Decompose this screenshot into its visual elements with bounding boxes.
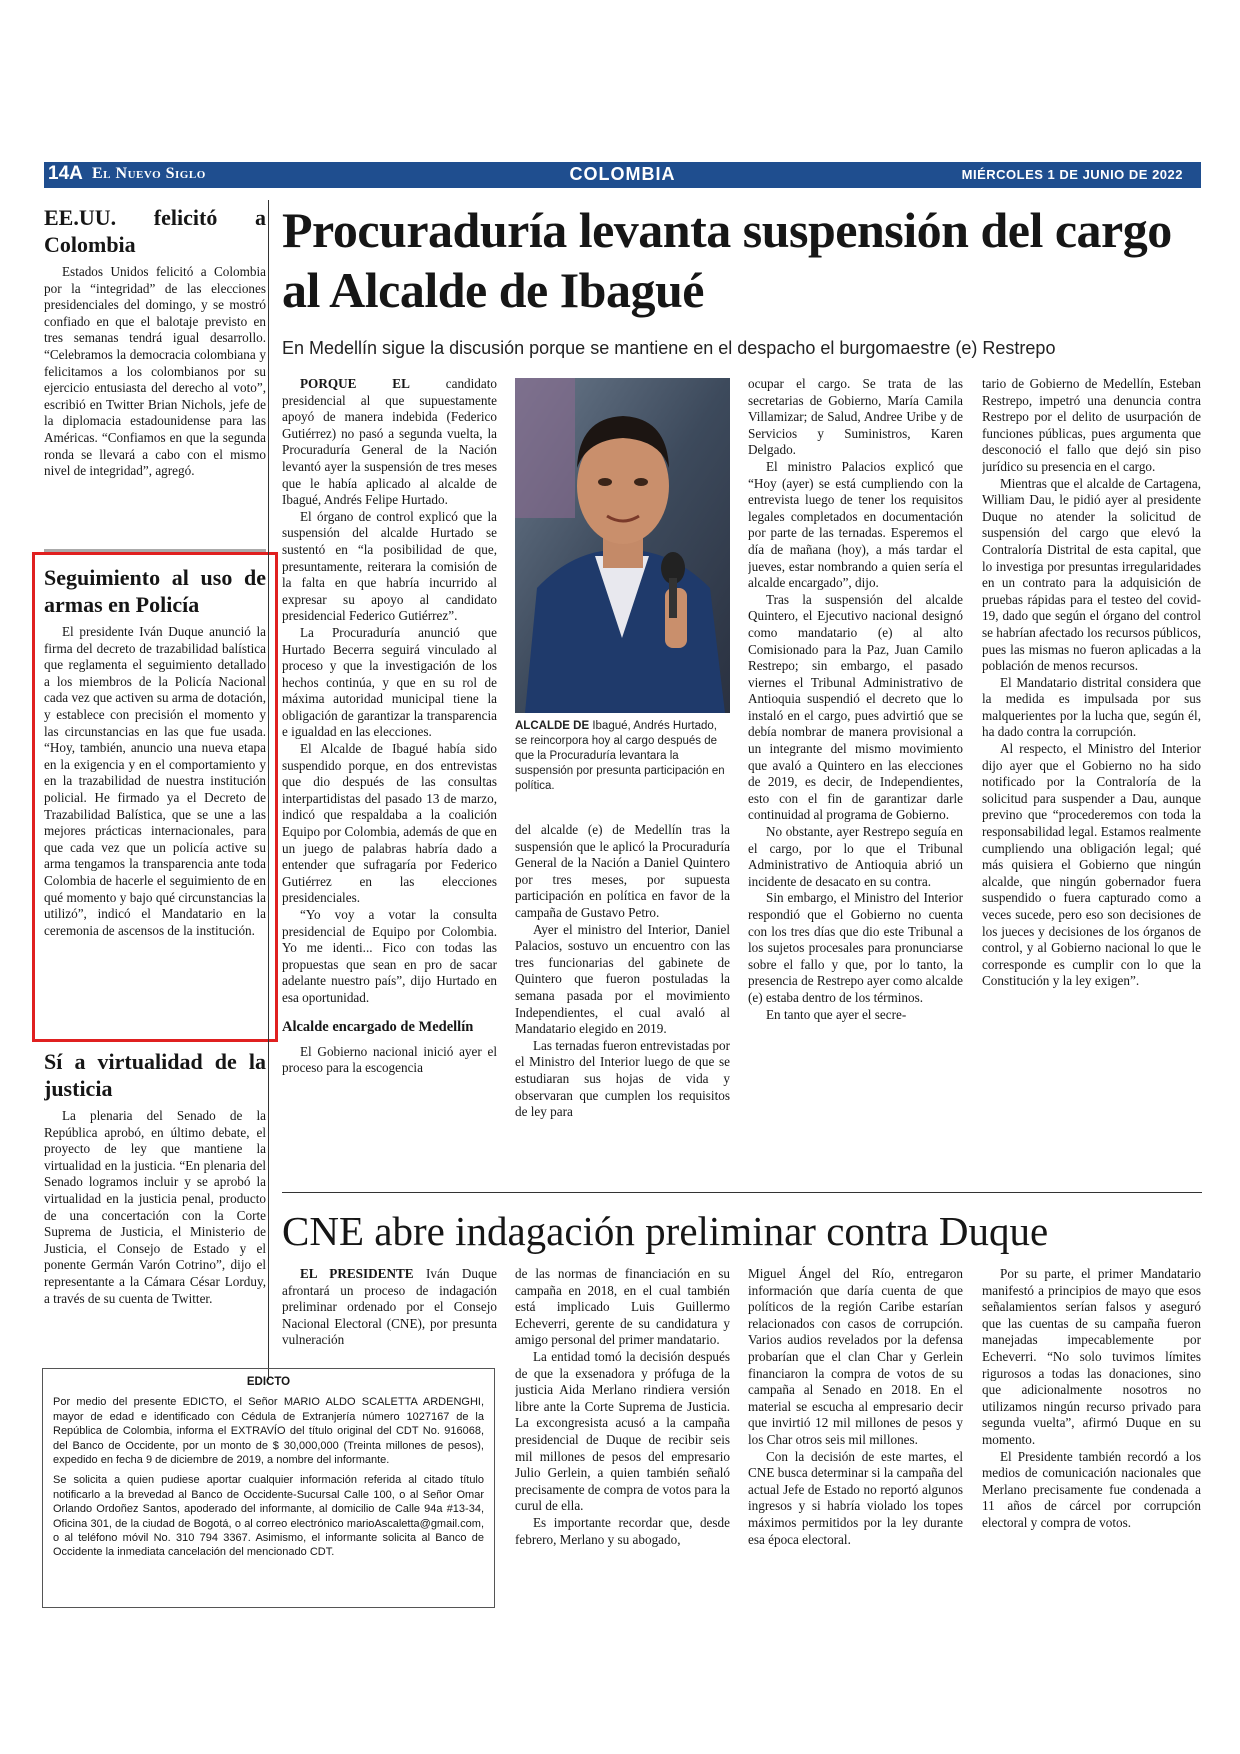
paragraph: tario de Gobierno de Medellín, Esteban Restrepo, impetró una denuncia contra Restrepo por el delito de usurpación de funciones públicas, pues argumenta que desconoció el fallo que dejó sin piso jurídico su presencia en el cargo. xyxy=(982,376,1201,474)
sidebar-article-1 xyxy=(44,204,266,542)
paragraph: Iván Duque afrontará un proceso de indagación preliminar ordenado por el Consejo Nacional Electoral (CNE), por presunta vulneración xyxy=(282,1266,497,1348)
photo-caption xyxy=(515,719,730,794)
subheading: Alcalde encargado de Medellín xyxy=(282,1018,474,1035)
main-column-4 xyxy=(982,376,1201,1176)
lead-in: EL PRESIDENTE xyxy=(300,1266,414,1281)
paragraph: La Procuraduría anunció que Hurtado Becerra seguirá vinculado al proceso y que la investigación de los hechos continúa, y que en su rol de máxima autoridad municipal tiene la obligación de garantizar la transparencia e igualdad en las elecciones. xyxy=(282,624,497,740)
caption-text: Ibagué, Andrés Hurtado, se reincorpora hoy al cargo después de que la Procuraduría levantara la suspensión por presunta participación en política. xyxy=(515,720,725,792)
section-name: COLOMBIA xyxy=(569,164,676,184)
paragraph: El órgano de control explicó que la suspensión del alcalde Hurtado se sustentó en “la posibilidad de que, presuntamente, reiterara la comisión de la falta en que habría incurrido al expresar su apoyo al candidato presidencial Federico Gutiérrez”. xyxy=(282,508,497,624)
photo-illustration xyxy=(515,378,730,713)
legal-notice-paragraph: Por medio del presente EDICTO, el Señor MARIO ALDO SCALETTA ARDENGHI, mayor de edad e identificado con Cédula de Extranjería número 1027167 de la República de Colombia, informa el EXTRAVÍO del título original del CDT No. 916068, del Banco de Occidente, por un monto de $ 30,000,000 (Treinta millones de pesos), expedido en fecha 9 de diciembre de 2019, a nombre del informante. xyxy=(53,1396,484,1467)
lead-in: PORQUE EL xyxy=(300,376,410,391)
paragraph: “Yo voy a votar la consulta presidencial de Equipo por Colombia. Yo me identi... Fico con todas las propuestas que sean en pro de sacar adelante nuestro país”, dijo Hurtado en esa oportunidad. xyxy=(282,907,497,1005)
column-divider xyxy=(268,200,269,1380)
legal-notice-paragraph: Se solicita a quien pudiese aportar cualquier información referida al citado título notificarlo a la brevedad al Banco de Occidente-Sucursal Calle 100, o al Señor Omar Orlando Ordoñez Santos, apoderado del informante, al domicilio de Calle 94a #13-34, Oficina 301, de la ciudad de Bogotá, o al correo electrónico marioAscaletta@gmail.com, o al teléfono móvil No. 310 794 3367. Asimismo, el informante solicita al Banco de Occidente la inmediata cancelación del mencionado CDT. xyxy=(53,1474,484,1559)
second-headline: CNE abre indagación preliminar contra Duque xyxy=(282,1208,1049,1254)
paragraph: Es importante recordar que, desde febrero, Merlano y su abogado, xyxy=(515,1514,730,1547)
sidebar-article-2-body: El presidente Iván Duque anunció la firma del decreto de trazabilidad balística que reglamenta el seguimiento detallado a los miembros de la Policía Nacional cada vez que activen su arma de dotación, y establece con precisión el momento y las circunstancias en las que fue usada. “Hoy, también, anuncio una nueva etapa en la exigencia y en el comportamiento y en la trazabilidad de nuestra institución policial. He firmado ya el Decreto de Trazabilidad Balística, que se une a las mejores prácticas internacionales, para que cada vez que un policía active su arma tengamos la transparencia ante toda Colombia de hacerle el seguimiento de en qué momento y bajo qué circunstancias la utilizó”, indicó el Mandatario en la ceremonia de ascensos de la institución. xyxy=(44,624,266,938)
article-divider xyxy=(282,1192,1202,1193)
sidebar-article-3-title: Sí a virtualidad de la justicia xyxy=(44,1049,266,1101)
paragraph: Al respecto, el Ministro del Interior dijo ayer que el Gobierno no ha sido notificado por la Contraloría de la solicitud para suspender a Dau, aunque previno que “procederemos con toda la responsabilidad legal. Estamos realmente cumpliendo una obligación legal; qué más quisiera el Gobierno que ningún alcalde, que ningún gobernador fuera suspendido o fuera capturado como a veces sucede, pero eso son decisiones de los jueces y decisiones de los órganos de control, y al Gobierno nacional lo que le corresponde es cumplir con lo que la Constitución y la ley exigen”. xyxy=(982,741,1201,989)
paragraph: El Presidente también recordó a los medios de comunicación nacionales que Merlano precisamente fue condenada a 11 años de cárcel por corrupción electoral y compra de votos. xyxy=(982,1448,1201,1530)
caption-lead: ALCALDE DE xyxy=(515,720,590,732)
paragraph: del alcalde (e) de Medellín tras la suspensión que le aplicó la Procuraduría General de la Nación a Daniel Quintero por tres meses, por supuesta participación en política en favor de la campaña de Gustavo Petro. xyxy=(515,822,730,920)
highlight-box xyxy=(32,552,278,1042)
main-headline: Procuraduría levanta suspensión del cargo al Alcalde de Ibagué xyxy=(282,202,1172,318)
paragraph: Las ternadas fueron entrevistadas por el Ministro del Interior luego de que se estudiaran sus hojas de vida y observaran que cumplen los requisitos de ley para xyxy=(515,1037,730,1120)
paragraph: Ayer el ministro del Interior, Daniel Palacios, sostuvo un encuentro con las tres funcionarias del gabinete de Quintero que fueron postuladas la semana pasada por el movimiento Independientes, el cual avaló al Mandatario elegido en 2019. xyxy=(515,921,730,1037)
paragraph: Tras la suspensión del alcalde Quintero, el Ejecutivo nacional designó como mandatario (e) al alto Comisionado para la Paz, Juan Camilo Restrepo; sin embargo, el pasado viernes el Tribunal Administrativo de Antioquia suspendió el decreto que lo instaló en el cargo, pues advirtió que se debía nombrar de manera provisional a un integrante del mismo movimiento que avaló a Quintero en las elecciones de 2019, es decir, de Independientes, esto con el fin de garantizar darle continuidad al programa de Gobierno. xyxy=(748,591,963,823)
paragraph: Mientras que el alcalde de Cartagena, William Dau, le pidió ayer al presidente Duque no atender la solicitud de suspensión del cargo que elevó la Contraloría Distrital de esta capital, que lo investiga por presuntas irregularidades en un contrato para la adquisición de pruebas rápidas para el testeo del covid-19, dado que según el órgano del control se habrían afectado los recursos públicos, pues las mismas no fueron aplicadas a la población de menos recursos. xyxy=(982,475,1201,674)
paragraph: de las normas de financiación en su campaña en 2018, en el cual también está implicado Luis Guillermo Echeverri, gerente de su candidatura y amigo personal del primer mandatario. xyxy=(515,1266,730,1348)
paragraph: No obstante, ayer Restrepo seguía en el cargo, por lo que el Tribunal Administrativo de Antioquia abrió un incidente de desacato en su contra. xyxy=(748,824,963,889)
paragraph: La entidad tomó la decisión después de que la exsenadora y prófuga de la justicia Aida Merlano rindiera versión libre ante la Corte Suprema de Justicia. La excongresista acusó a la campaña presidencial de Duque de recibir seis mil millones de pesos del empresario Julio Gerlein, a quien también señaló precisamente de compra de votos para la curul de ella. xyxy=(515,1348,730,1514)
photo-alcalde-hurtado xyxy=(515,378,730,713)
issue-date: MIÉRCOLES 1 DE JUNIO DE 2022 xyxy=(961,167,1183,182)
main-column-2 xyxy=(515,822,730,1176)
legal-notice-title: EDICTO xyxy=(246,1376,291,1388)
paragraph: ocupar el cargo. Se trata de las secretarias de Gobierno, María Camila Villamizar; de Salud, Andree Uribe y de Servicios y Suministros, Karen Delgado. xyxy=(748,376,963,458)
page-number: 14A xyxy=(48,163,83,184)
second-column-2 xyxy=(515,1266,730,1606)
main-column-1 xyxy=(282,376,497,1176)
paragraph: Por su parte, el primer Mandatario manifestó a principios de mayo que esos señalamientos serían falsos y aseguró que las cuentas de su campaña fueron manejadas impecablemente por Echeverri. “No solo tuvimos límites rigurosos a todas las donaciones, sino que adicionalmente nosotros no utilizamos ningún recurso privado para segunda vuelta”, afirmó Duque en su momento. xyxy=(982,1266,1201,1447)
second-column-1 xyxy=(282,1266,497,1376)
sidebar-article-3-body: La plenaria del Senado de la República aprobó, en último debate, el proyecto de ley que mantiene la virtualidad en la justicia. “En plenaria del Senado logramos incluir y se aprobó la virtualidad en la justicia penal, producto de una concertación con la Corte Suprema de Justicia, el Ministerio de Justicia, el Consejo de Estado y el ponente Germán Varón Cotrino”, dijo el representante a la Cámara César Lorduy, a través de su cuenta de Twitter. xyxy=(44,1108,266,1306)
sidebar-article-1-title: EE.UU. felicitó a Colombia xyxy=(44,205,266,257)
paragraph: candidato presidencial al que supuestamente apoyó de manera indebida (Federico Gutiérrez) no pasó a segunda vuelta, la Procuraduría General de la Nación levantó ayer la suspensión de tres meses que le había aplicado al alcalde de Ibagué, Andrés Felipe Hurtado. xyxy=(282,376,497,508)
paragraph: El Gobierno nacional inició ayer el proceso para la escogencia xyxy=(282,1043,497,1076)
page-header-band xyxy=(44,162,1201,188)
paragraph: Con la decisión de este martes, el CNE busca determinar si la campaña del actual Jefe de Estado no reportó algunos ingresos y si habría violado los topes máximos permitidos por la ley durante esa época electoral. xyxy=(748,1448,963,1547)
paragraph: El ministro Palacios explicó que “Hoy (ayer) se está cumpliendo con la entrevista luego de tener los requisitos legales completados en documentación por parte de las ternadas. Esperemos el día de mañana (hoy), a más tardar el jueves, estar nombrando a quien sería el alcalde encargado”, dijo. xyxy=(748,458,963,591)
paragraph: Sin embargo, el Ministro del Interior respondió que el Gobierno no cuenta con los tres días que dio este Tribunal a los sujetos procesales para pronunciarse sobre el fallo y que, por lo tanto, la presencia de Restrepo ayer como alcalde (e) estaba dentro de los términos. xyxy=(748,890,963,1005)
second-column-3 xyxy=(748,1266,963,1606)
main-column-3 xyxy=(748,376,963,1176)
sidebar-article-1-body: Estados Unidos felicitó a Colombia por la “integridad” de las elecciones presidenciales del domingo, y se mostró confiado en que el balotaje previsto en tres semanas tendrá igual desarrollo. “Celebramos la democracia colombiana y felicitamos a los colombianos por su ejercicio entusiasta del derecho al voto”, escribió en Twitter Brian Nichols, jefe de la diplomacia estadounidense para las Américas. “Confiamos en que la segunda ronda se llevará a cabo con el mismo nivel de integridad”, agregó. xyxy=(44,264,266,479)
legal-notice-box xyxy=(42,1368,495,1608)
sidebar-article-2-title: Seguimiento al uso de armas en Policía xyxy=(44,565,266,617)
newspaper-name: El Nuevo Siglo xyxy=(92,165,206,182)
paragraph: El Alcalde de Ibagué había sido suspendido porque, en dos entrevistas que dio después de las consultas interpartidistas del pasado 13 de marzo, indicó que respaldaba a la coalición Equipo por Colombia, además de que en un juego de palabras habría dado a entender que sufragaría por Federico Gutiérrez en las elecciones presidenciales. xyxy=(282,741,497,906)
sidebar-article-3 xyxy=(44,1048,266,1358)
paragraph: Miguel Ángel del Río, entregaron información que daría cuenta de que políticos de la región Caribe estarían relacionados con casos de corrupción. Varios audios revelados por la defensa probarían que el clan Char y Gerlein financiaron la compra de votos de su campaña al Senado en 2018. En el material se escucha al empresario decir que invirtió 12 mil millones de pesos y los Char otros seis mil millones. xyxy=(748,1266,963,1447)
second-column-4 xyxy=(982,1266,1201,1606)
paragraph: El Mandatario distrital considera que la medida es impulsada por sus malquerientes por la lucha que, según él, ha dado contra la corrupción. xyxy=(982,674,1201,740)
paragraph: En tanto que ayer el secre- xyxy=(766,1006,907,1022)
main-deck: En Medellín sigue la discusión porque se mantiene en el despacho el burgomaestre (e) Restrepo xyxy=(282,338,1056,358)
